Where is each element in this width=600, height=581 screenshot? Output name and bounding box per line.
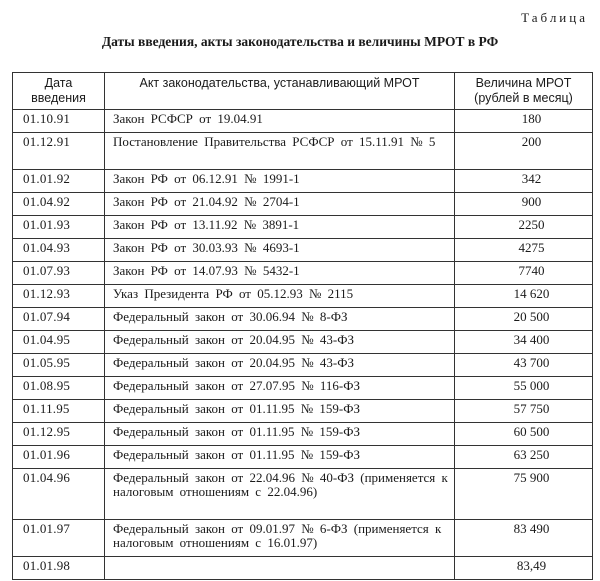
row-value: 63 250: [455, 446, 593, 469]
row-value: 20 500: [455, 308, 593, 331]
table-row: [13, 170, 593, 193]
header-date: Дата введения: [13, 73, 105, 110]
table-row: [13, 216, 593, 239]
row-value: 57 750: [455, 400, 593, 423]
table-row: [13, 285, 593, 308]
table-row: [13, 110, 593, 133]
table-row: [13, 308, 593, 331]
row-act: Закон РФ от 21.04.92 № 2704-1: [105, 193, 455, 216]
table-row: [13, 446, 593, 469]
row-act: Федеральный закон от 20.04.95 № 43-ФЗ: [105, 354, 455, 377]
table-row: [13, 469, 593, 520]
mrot-table: [12, 72, 593, 580]
row-value: 4275: [455, 239, 593, 262]
table-title: Даты введения, акты законодательства и величины МРОТ в РФ: [101, 34, 499, 49]
table-caption: Таблица: [521, 10, 588, 25]
table-row: [13, 239, 593, 262]
table-row: [13, 557, 593, 580]
row-act: Постановление Правительства РСФСР от 15.11.91 № 5: [105, 133, 455, 170]
row-act: Закон РСФСР от 19.04.91: [105, 110, 455, 133]
row-date: 01.01.93: [13, 216, 105, 239]
table-row: [13, 400, 593, 423]
row-value: 43 700: [455, 354, 593, 377]
row-date: 01.07.93: [13, 262, 105, 285]
table-row: [13, 520, 593, 557]
row-act: Закон РФ от 30.03.93 № 4693-1: [105, 239, 455, 262]
table-header: [13, 73, 593, 110]
header-act: Акт законодательства, устанавливающий МРОТ: [105, 73, 455, 110]
row-date: 01.12.93: [13, 285, 105, 308]
row-date: 01.11.95: [13, 400, 105, 423]
row-date: 01.12.91: [13, 133, 105, 170]
row-value: 2250: [455, 216, 593, 239]
row-date: 01.04.93: [13, 239, 105, 262]
row-act: Федеральный закон от 01.11.95 № 159-ФЗ: [105, 446, 455, 469]
row-value: 75 900: [455, 469, 593, 520]
header-value: Величина МРОТ (рублей в месяц): [455, 73, 593, 110]
row-date: 01.05.95: [13, 354, 105, 377]
row-value: 900: [455, 193, 593, 216]
row-act: Федеральный закон от 01.11.95 № 159-ФЗ: [105, 400, 455, 423]
table-row: [13, 423, 593, 446]
row-value: 200: [455, 133, 593, 170]
row-act: Федеральный закон от 22.04.96 № 40-ФЗ (применяется к налоговым отношениям с 22.04.96): [105, 469, 455, 520]
row-act: Федеральный закон от 27.07.95 № 116-ФЗ: [105, 377, 455, 400]
row-value: 180: [455, 110, 593, 133]
row-act: Закон РФ от 14.07.93 № 5432-1: [105, 262, 455, 285]
row-date: 01.04.92: [13, 193, 105, 216]
row-act: Указ Президента РФ от 05.12.93 № 2115: [105, 285, 455, 308]
row-value: 55 000: [455, 377, 593, 400]
row-date: 01.04.96: [13, 469, 105, 520]
row-act: Федеральный закон от 01.11.95 № 159-ФЗ: [105, 423, 455, 446]
row-value: 14 620: [455, 285, 593, 308]
row-value: 7740: [455, 262, 593, 285]
row-value: 83,49: [455, 557, 593, 580]
row-value: 83 490: [455, 520, 593, 557]
row-date: 01.01.92: [13, 170, 105, 193]
table-row: [13, 133, 593, 170]
row-date: 01.12.95: [13, 423, 105, 446]
table-body: [13, 110, 593, 580]
row-date: 01.01.96: [13, 446, 105, 469]
row-act: Закон РФ от 06.12.91 № 1991-1: [105, 170, 455, 193]
table-row: [13, 193, 593, 216]
row-act: Закон РФ от 13.11.92 № 3891-1: [105, 216, 455, 239]
table-row: [13, 354, 593, 377]
row-date: 01.08.95: [13, 377, 105, 400]
row-act: [105, 557, 455, 580]
row-act: Федеральный закон от 30.06.94 № 8-ФЗ: [105, 308, 455, 331]
row-date: 01.07.94: [13, 308, 105, 331]
table-row: [13, 262, 593, 285]
table-row: [13, 377, 593, 400]
row-date: 01.01.97: [13, 520, 105, 557]
table-row: [13, 331, 593, 354]
row-date: 01.01.98: [13, 557, 105, 580]
row-date: 01.04.95: [13, 331, 105, 354]
row-value: 342: [455, 170, 593, 193]
row-value: 60 500: [455, 423, 593, 446]
row-act: Федеральный закон от 20.04.95 № 43-ФЗ: [105, 331, 455, 354]
row-value: 34 400: [455, 331, 593, 354]
row-date: 01.10.91: [13, 110, 105, 133]
row-act: Федеральный закон от 09.01.97 № 6-ФЗ (применяется к налоговым отношениям с 16.01.97): [105, 520, 455, 557]
